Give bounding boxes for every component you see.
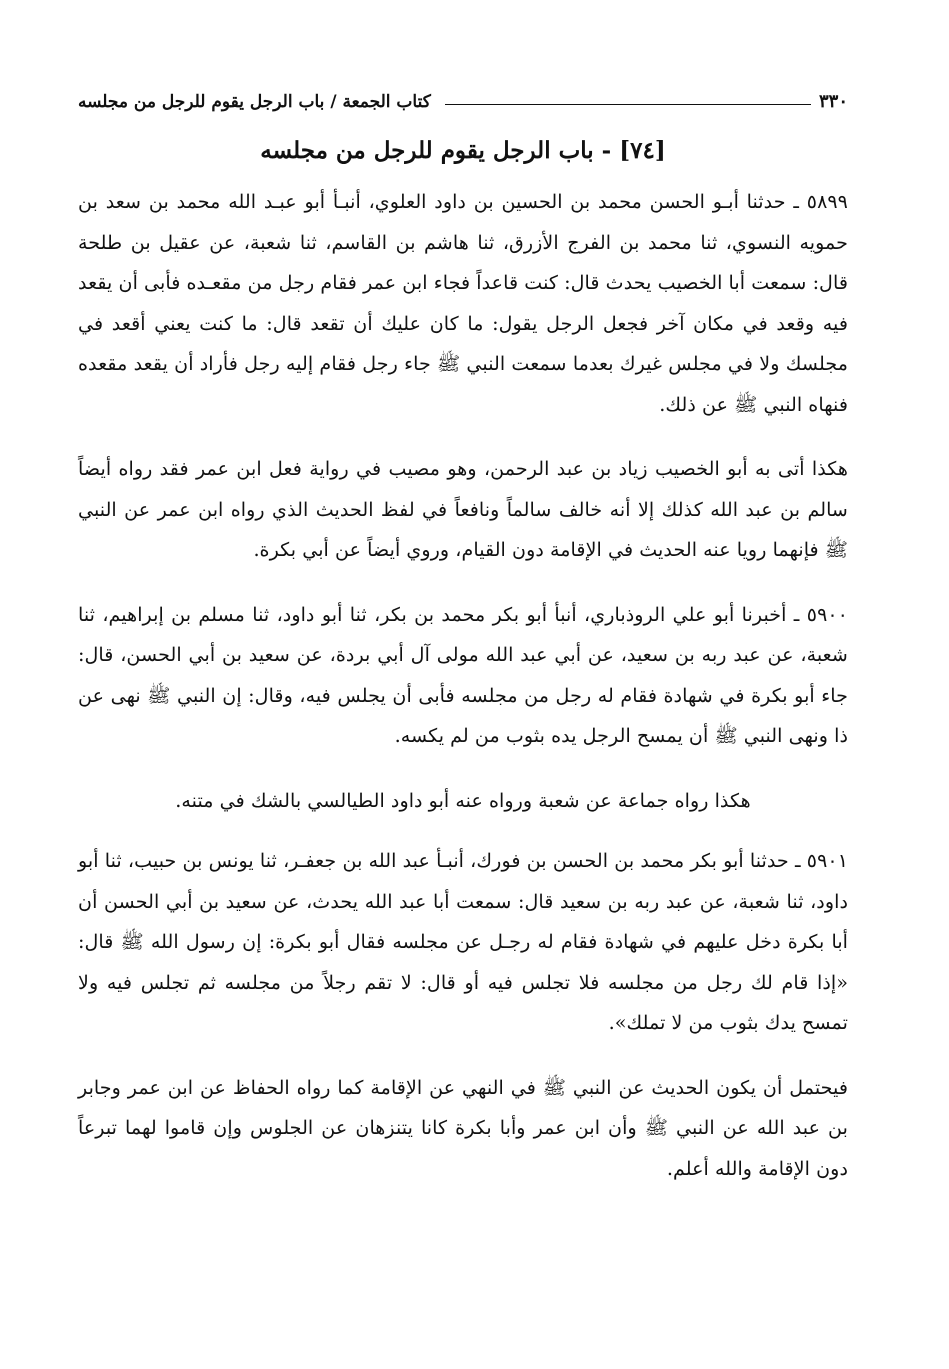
running-header [78, 82, 848, 112]
paragraph-gap [78, 757, 848, 781]
paragraph-gap [78, 1044, 848, 1068]
commentary-3 [78, 1068, 848, 1190]
hadith-text: ـ أخبرنا أبو علي الروذباري، أنبأ أبو بكر محمد بن بكر، ثنا أبو داود، ثنا مسلم بن إبراهيم، ثنا شعبة، عن عبد ربه بن سعيد، عن أبي عبد الله مولى آل أبي بردة، عن سعيد بن أبي الحسن، قال: جاء أبو بكرة في شهادة فقام له رجل من مجلسه فأبى أن يجلس فيه، وقال: إن النبي ﷺ نهى عن ذا ونهى النبي ﷺ أن يمسح الرجل يده بثوب من لم يكسه. [78, 602, 848, 747]
paragraph-gap [78, 821, 848, 841]
hadith-number: ٥٨٩٩ [806, 190, 848, 213]
book-page [78, 82, 848, 1332]
page-number: ٣٣٠ [818, 91, 848, 112]
commentary-1 [78, 449, 848, 571]
hadith-text: ـ حدثنا أبو بكر محمد بن الحسن بن فورك، أنبـأ عبد الله بن جعفـر، ثنا يونس بن حبيب، ثنا أبو داود، ثنا شعبة، عن عبد ربه بن سعيد قال: سمعت أبا عبد الله يحدث، عن سعيد بن أبي الحسن أن أبا بكرة دخل عليهم في شهادة فقام له رجـل عن مجلسه فقال أبو بكرة: إن رسول الله ﷺ قال: «إذا قام لك رجل من مجلسه فلا تجلس فيه أو قال: لا تقم رجلاً من مجلسه ثم تجلس فيه ولا تمسح يدك بثوب من لا تملك». [78, 849, 848, 1034]
hadith-5900 [78, 595, 848, 757]
commentary-text: هكذا أتى به أبو الخصيب زياد بن عبد الرحمن، وهو مصيب في رواية فعل ابن عمر فقد رواه أيضاً سالم بن عبد الله كذلك إلا أنه خالف سالماً ونافعاً في لفظ الحديث الذي رواه ابن عمر عن النبي ﷺ فإنهما رويا عنه الحديث في الإقامة دون القيام، وروي أيضاً عن أبي بكرة. [78, 457, 849, 561]
paragraph-gap [78, 571, 848, 595]
running-title: كتاب الجمعة / باب الرجل يقوم للرجل من مجلسه [78, 92, 431, 112]
commentary-text: فيحتمل أن يكون الحديث عن النبي ﷺ في النهي عن الإقامة كما رواه الحفاظ عن ابن عمر وجابر بن عبد الله عن النبي ﷺ وأن ابن عمر وأبا بكرة كانا يتنزهان عن الجلوس وإن قاموا لهما تبرعاً دون الإقامة والله أعلم. [78, 1075, 848, 1180]
hadith-number: ٥٩٠١ [806, 849, 849, 872]
chapter-title: [٧٤] - باب الرجل يقوم للرجل من مجلسه [260, 137, 666, 164]
hadith-5901 [78, 841, 848, 1044]
commentary-2 [78, 781, 848, 822]
header-rule [445, 104, 811, 105]
paragraph-gap [78, 425, 848, 449]
hadith-5899 [78, 182, 848, 425]
hadith-number: ٥٩٠٠ [806, 602, 848, 626]
commentary-text: هكذا رواه جماعة عن شعبة ورواه عنه أبو داود الطيالسي بالشك في متنه. [175, 788, 751, 812]
hadith-text: ـ حدثنا أبـو الحسن محمد بن الحسين بن داود العلوي، أنبـأ أبو عبـد الله محمد بن سعد بن حمويه النسوي، ثنا محمد بن الفرج الأزرق، ثنا هاشم بن القاسم، ثنا شعبة، عن عقيل بن طلحة قال: سمعت أبا الخصيب يحدث قال: كنت قاعداً فجاء ابن عمر فقام رجل من مقعـده فأبى أن يقعد فيه وقعد في مكان آخر فجعل الرجل يقول: ما كان عليك أن تقعد قال: ما كنت يعني أقعد في مجلسك ولا في مجلس غيرك بعدما سمعت النبي ﷺ جاء رجل فقام إليه رجل فأراد أن يقعد مقعده فنهاه النبي ﷺ عن ذلك. [78, 190, 848, 416]
